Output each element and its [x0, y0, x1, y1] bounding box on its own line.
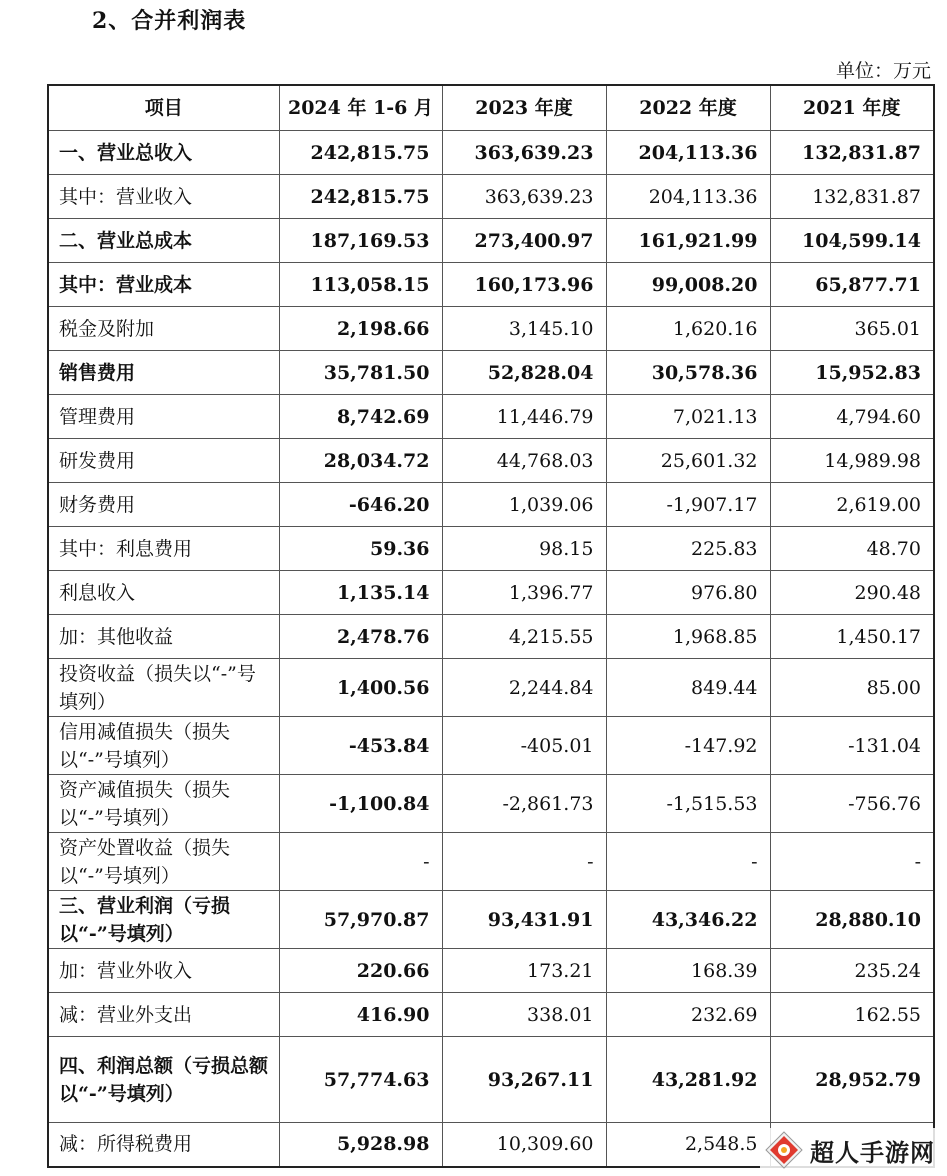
row-value: 43,281.92 — [606, 1037, 770, 1123]
table-row — [48, 175, 934, 219]
row-value: 132,831.87 — [770, 175, 934, 219]
section-title: 2、合并利润表 — [92, 8, 247, 34]
row-value: 187,169.53 — [279, 219, 442, 263]
row-value: 4,794.60 — [770, 395, 934, 439]
row-label: 二、营业总成本 — [48, 219, 279, 263]
table-row — [48, 395, 934, 439]
row-value: 235.24 — [770, 949, 934, 993]
row-value: 168.39 — [606, 949, 770, 993]
row-value: 104,599.14 — [770, 219, 934, 263]
row-value: -1,100.84 — [279, 775, 442, 833]
row-label: 四、利润总额（亏损总额以“-”号填列） — [48, 1037, 279, 1123]
row-value: 1,396.77 — [442, 571, 606, 615]
row-value: 65,877.71 — [770, 263, 934, 307]
row-value: - — [279, 833, 442, 891]
row-value: 161,921.99 — [606, 219, 770, 263]
row-value: 2,478.76 — [279, 615, 442, 659]
table-row — [48, 351, 934, 395]
table-row — [48, 891, 934, 949]
table-row — [48, 527, 934, 571]
income-statement-table — [47, 84, 935, 1168]
row-label: 研发费用 — [48, 439, 279, 483]
table-row — [48, 949, 934, 993]
row-label: 税金及附加 — [48, 307, 279, 351]
table-row — [48, 571, 934, 615]
row-value: 2,548.5 — [606, 1123, 770, 1167]
row-value: 7,021.13 — [606, 395, 770, 439]
row-value: 1,620.16 — [606, 307, 770, 351]
table-row — [48, 659, 934, 717]
table-row — [48, 439, 934, 483]
row-value: - — [442, 833, 606, 891]
row-value: 160,173.96 — [442, 263, 606, 307]
row-value: 59.36 — [279, 527, 442, 571]
row-value: -646.20 — [279, 483, 442, 527]
row-value: 204,113.36 — [606, 175, 770, 219]
row-value: -147.92 — [606, 717, 770, 775]
table-row — [48, 483, 934, 527]
row-value: 57,970.87 — [279, 891, 442, 949]
row-value: 416.90 — [279, 993, 442, 1037]
site-watermark — [760, 1128, 941, 1172]
table-row — [48, 131, 934, 175]
row-value: -1,515.53 — [606, 775, 770, 833]
watermark-text: 超人手游网 — [810, 1138, 935, 1167]
row-label: 加：其他收益 — [48, 615, 279, 659]
table-row — [48, 833, 934, 891]
row-value: 98.15 — [442, 527, 606, 571]
row-value: 173.21 — [442, 949, 606, 993]
row-label: 资产减值损失（损失以“-”号填列） — [48, 775, 279, 833]
row-value: 11,446.79 — [442, 395, 606, 439]
header-2022: 2022 年度 — [606, 85, 770, 131]
row-label: 利息收入 — [48, 571, 279, 615]
row-label: 三、营业利润（亏损以“-”号填列） — [48, 891, 279, 949]
row-value: 1,039.06 — [442, 483, 606, 527]
table-row — [48, 615, 934, 659]
row-value: 8,742.69 — [279, 395, 442, 439]
row-value: 99,008.20 — [606, 263, 770, 307]
row-label: 减：所得税费用 — [48, 1123, 279, 1167]
row-value: 1,450.17 — [770, 615, 934, 659]
table-row — [48, 993, 934, 1037]
header-2023: 2023 年度 — [442, 85, 606, 131]
row-value: 1,968.85 — [606, 615, 770, 659]
table-row — [48, 1037, 934, 1123]
row-value: 2,198.66 — [279, 307, 442, 351]
row-value: 85.00 — [770, 659, 934, 717]
table-header-row — [48, 85, 934, 131]
table-row — [48, 775, 934, 833]
table-row — [48, 717, 934, 775]
row-value: 225.83 — [606, 527, 770, 571]
row-value: 52,828.04 — [442, 351, 606, 395]
row-value: 15,952.83 — [770, 351, 934, 395]
row-value: 162.55 — [770, 993, 934, 1037]
unit-label: 单位：万元 — [835, 60, 931, 82]
row-value: 3,145.10 — [442, 307, 606, 351]
row-label: 管理费用 — [48, 395, 279, 439]
row-value: 1,400.56 — [279, 659, 442, 717]
row-value: 365.01 — [770, 307, 934, 351]
row-value: 1,135.14 — [279, 571, 442, 615]
row-label: 其中：营业收入 — [48, 175, 279, 219]
row-value: -453.84 — [279, 717, 442, 775]
row-value: 4,215.55 — [442, 615, 606, 659]
row-value: -1,907.17 — [606, 483, 770, 527]
row-value: 43,346.22 — [606, 891, 770, 949]
row-label: 加：营业外收入 — [48, 949, 279, 993]
header-item: 项目 — [48, 85, 279, 131]
game-controller-logo-icon — [762, 1130, 806, 1170]
row-value: - — [770, 833, 934, 891]
row-label: 资产处置收益（损失以“-”号填列） — [48, 833, 279, 891]
row-value: 28,952.79 — [770, 1037, 934, 1123]
row-value: 273,400.97 — [442, 219, 606, 263]
row-value: 25,601.32 — [606, 439, 770, 483]
header-2024h1: 2024 年 1-6 月 — [279, 85, 442, 131]
row-value: 93,267.11 — [442, 1037, 606, 1123]
table-row — [48, 219, 934, 263]
row-label: 其中：利息费用 — [48, 527, 279, 571]
row-label: 财务费用 — [48, 483, 279, 527]
row-value: 93,431.91 — [442, 891, 606, 949]
row-value: 976.80 — [606, 571, 770, 615]
row-value: 10,309.60 — [442, 1123, 606, 1167]
row-value: 242,815.75 — [279, 175, 442, 219]
table-row — [48, 307, 934, 351]
row-value: 849.44 — [606, 659, 770, 717]
row-value: 44,768.03 — [442, 439, 606, 483]
row-value: -2,861.73 — [442, 775, 606, 833]
row-value: 363,639.23 — [442, 175, 606, 219]
row-value: 363,639.23 — [442, 131, 606, 175]
row-label: 一、营业总收入 — [48, 131, 279, 175]
header-2021: 2021 年度 — [770, 85, 934, 131]
row-value: -756.76 — [770, 775, 934, 833]
row-value: 30,578.36 — [606, 351, 770, 395]
row-value: 338.01 — [442, 993, 606, 1037]
row-value: 48.70 — [770, 527, 934, 571]
row-value: 220.66 — [279, 949, 442, 993]
row-label: 投资收益（损失以“-”号填列） — [48, 659, 279, 717]
row-value: 204,113.36 — [606, 131, 770, 175]
row-value: 242,815.75 — [279, 131, 442, 175]
row-value: 2,244.84 — [442, 659, 606, 717]
row-value: 28,034.72 — [279, 439, 442, 483]
row-label: 信用减值损失（损失以“-”号填列） — [48, 717, 279, 775]
row-value: 232.69 — [606, 993, 770, 1037]
row-value: -131.04 — [770, 717, 934, 775]
row-value: 14,989.98 — [770, 439, 934, 483]
row-value: 132,831.87 — [770, 131, 934, 175]
row-value: 57,774.63 — [279, 1037, 442, 1123]
row-value: -405.01 — [442, 717, 606, 775]
row-value: 5,928.98 — [279, 1123, 442, 1167]
row-label: 减：营业外支出 — [48, 993, 279, 1037]
table-row — [48, 263, 934, 307]
row-value: 28,880.10 — [770, 891, 934, 949]
row-value: 290.48 — [770, 571, 934, 615]
row-value: 2,619.00 — [770, 483, 934, 527]
row-value: 35,781.50 — [279, 351, 442, 395]
row-label: 其中：营业成本 — [48, 263, 279, 307]
row-value: 113,058.15 — [279, 263, 442, 307]
row-label: 销售费用 — [48, 351, 279, 395]
row-value: - — [606, 833, 770, 891]
